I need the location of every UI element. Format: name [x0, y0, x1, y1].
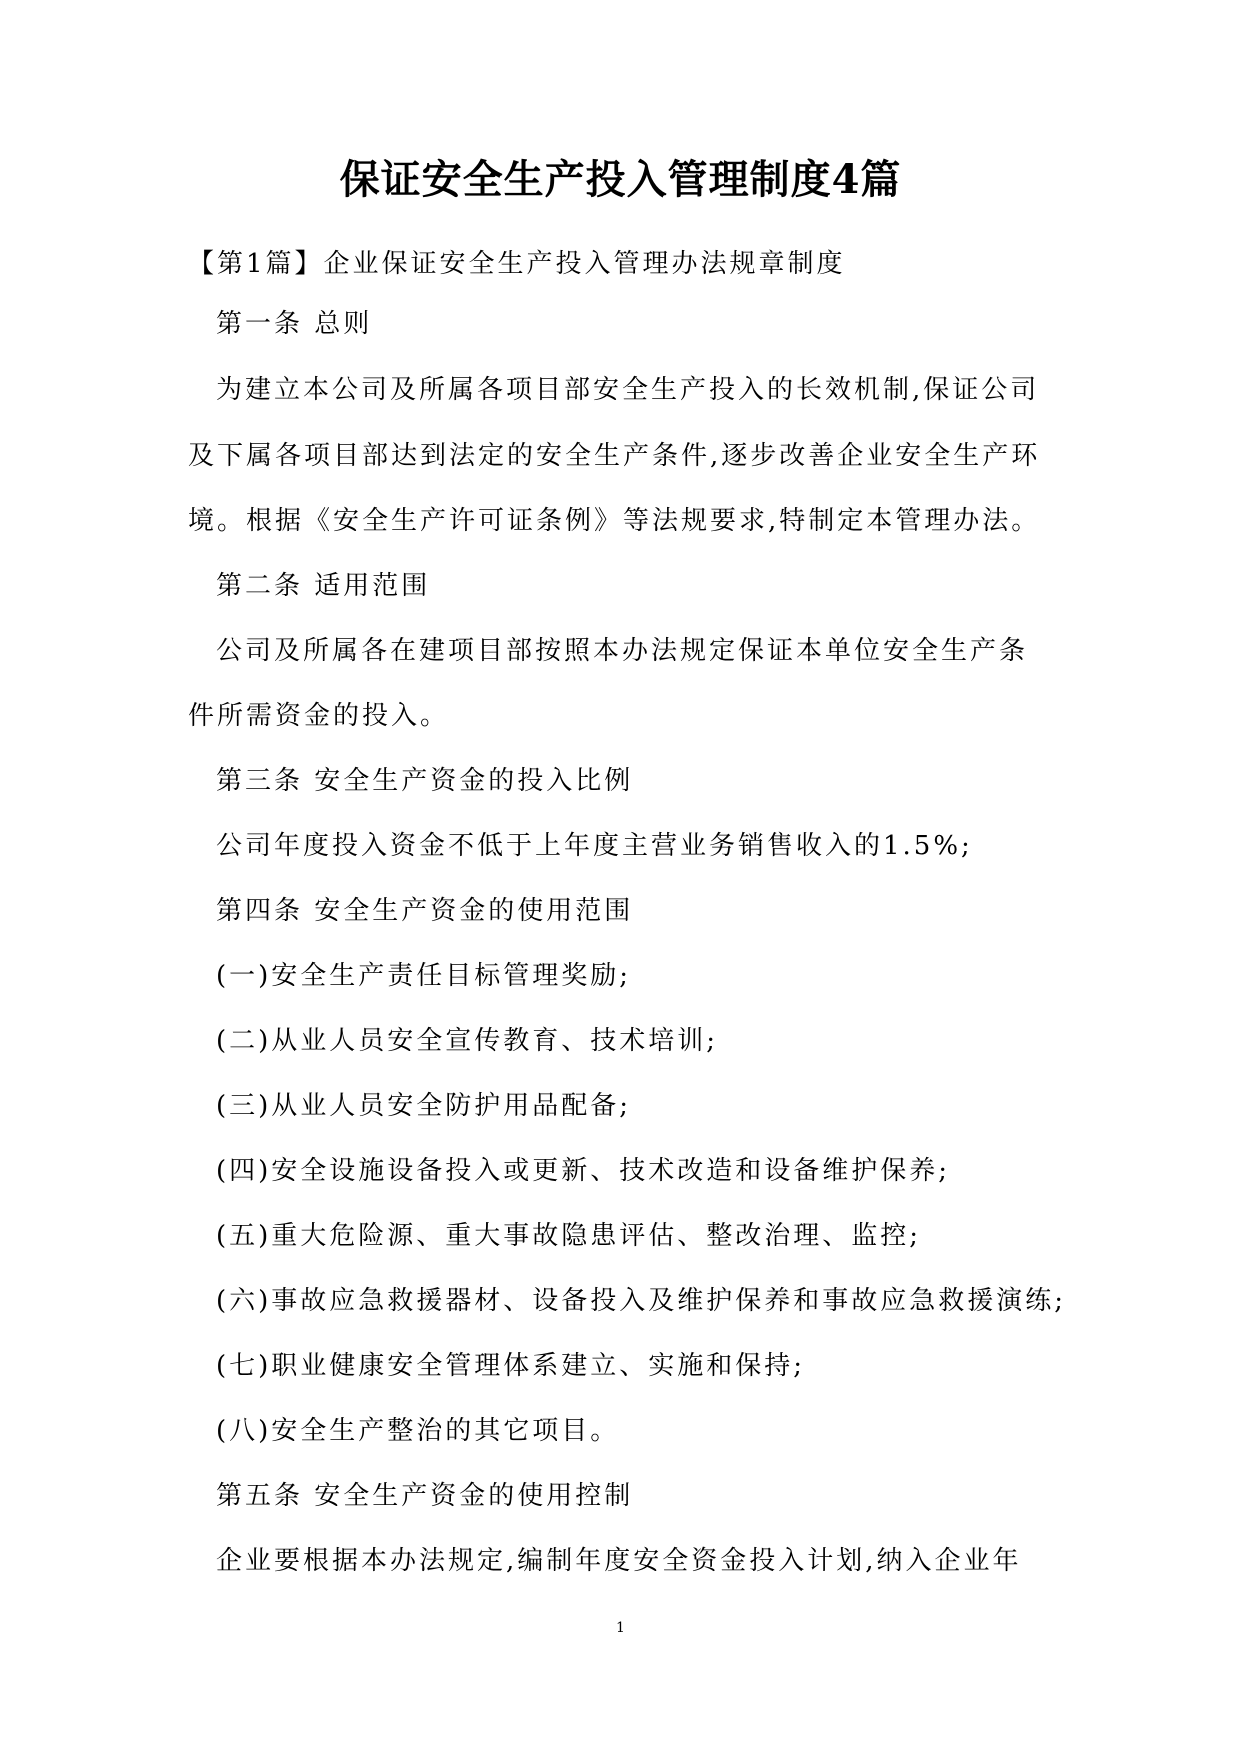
list-item: (五)重大危险源、重大事故隐患评估、整改治理、监控; — [216, 1221, 922, 1251]
list-item: (一)安全生产责任目标管理奖励; — [216, 961, 632, 991]
list-item: (三)从业人员安全防护用品配备; — [216, 1091, 632, 1121]
paragraph-line: 境。根据《安全生产许可证条例》等法规要求,特制定本管理办法。 — [188, 506, 1041, 536]
list-item: (四)安全设施设备投入或更新、技术改造和设备维护保养; — [216, 1156, 951, 1186]
paragraph-line: 及下属各项目部达到法定的安全生产条件,逐步改善企业安全生产环 — [188, 441, 1041, 471]
paragraph-line: 公司年度投入资金不低于上年度主营业务销售收入的1.5%; — [216, 831, 973, 861]
paragraph-line: 公司及所属各在建项目部按照本办法规定保证本单位安全生产条 — [216, 636, 1029, 666]
document-title: 保证安全生产投入管理制度4篇 — [339, 156, 902, 203]
section-heading: 第一条 总则 — [216, 309, 373, 339]
section-heading: 第四条 安全生产资金的使用范围 — [216, 896, 634, 926]
paragraph-line: 为建立本公司及所属各项目部安全生产投入的长效机制,保证公司 — [216, 375, 1040, 405]
list-item: (七)职业健康安全管理体系建立、实施和保持; — [216, 1351, 806, 1381]
paragraph-line: 件所需资金的投入。 — [188, 701, 450, 731]
section-heading: 第五条 安全生产资金的使用控制 — [216, 1481, 634, 1511]
article-heading: 【第1篇】企业保证安全生产投入管理办法规章制度 — [188, 249, 846, 279]
paragraph-line: 企业要根据本办法规定,编制年度安全资金投入计划,纳入企业年 — [216, 1546, 1022, 1576]
list-item: (二)从业人员安全宣传教育、技术培训; — [216, 1026, 719, 1056]
section-heading: 第二条 适用范围 — [216, 571, 431, 601]
list-item: (六)事故应急救援器材、设备投入及维护保养和事故应急救援演练; — [216, 1286, 1067, 1316]
page-number: 1 — [616, 1620, 625, 1636]
list-item: (八)安全生产整治的其它项目。 — [216, 1416, 620, 1446]
section-heading: 第三条 安全生产资金的投入比例 — [216, 766, 634, 796]
